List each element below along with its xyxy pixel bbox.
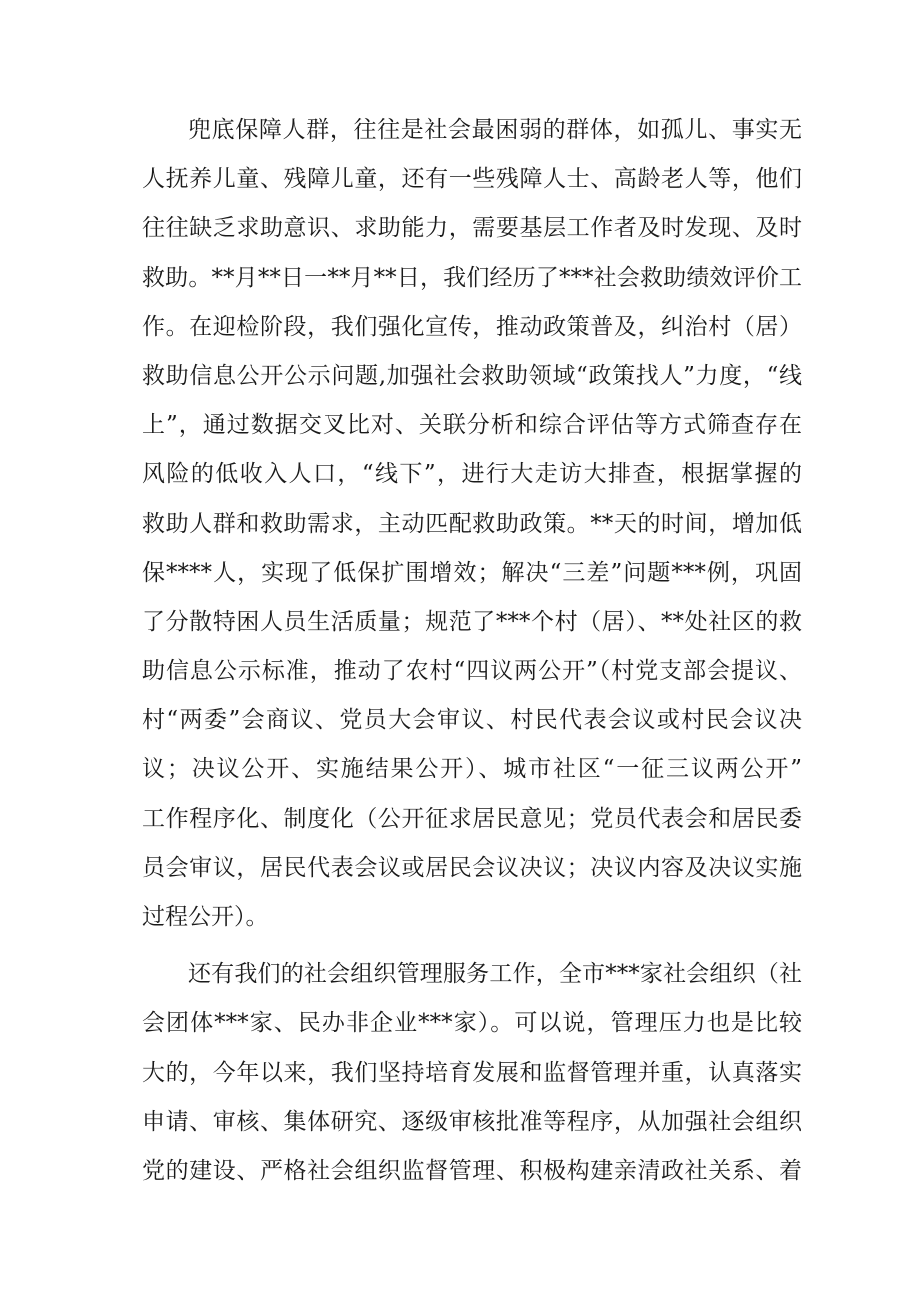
paragraph-line: 还有我们的社会组织管理服务工作，全市***家社会组织（社 <box>188 961 802 988</box>
paragraph-social-organizations <box>142 950 802 1196</box>
document-body <box>142 106 802 1196</box>
paragraph-line: 保****人，实现了低保扩围增效；解决“三差”问题***例，巩固 <box>142 559 802 586</box>
paragraph-line: 助信息公示标准，推动了农村“四议两公开”（村党支部会提议、 <box>142 658 802 685</box>
paragraph-line: 议；决议公开、实施结果公开）、城市社区“一征三议两公开” <box>142 756 802 783</box>
paragraph-line: 大的，今年以来，我们坚持培育发展和监督管理并重，认真落实 <box>142 1059 802 1086</box>
paragraph-social-assistance <box>142 106 802 942</box>
paragraph-line: 救助信息公开公示问题,加强社会救助领域“政策找人”力度，“线 <box>142 362 802 389</box>
paragraph-line: 上”，通过数据交叉比对、关联分析和综合评估等方式筛查存在 <box>142 412 802 439</box>
paragraph-line: 作。在迎检阶段，我们强化宣传，推动政策普及，纠治村（居） <box>142 313 802 340</box>
paragraph-line: 员会审议，居民代表会议或居民会议决议；决议内容及决议实施 <box>142 854 802 881</box>
paragraph-line: 了分散特困人员生活质量；规范了***个村（居）、**处社区的救 <box>142 608 802 635</box>
paragraph-line: 往往缺乏求助意识、求助能力，需要基层工作者及时发现、及时 <box>142 215 802 242</box>
paragraph-line: 党的建设、严格社会组织监督管理、积极构建亲清政社关系、着 <box>142 1157 802 1184</box>
paragraph-line: 兜底保障人群，往往是社会最困弱的群体，如孤儿、事实无 <box>188 117 802 143</box>
paragraph-line: 救助。**月**日一**月**日，我们经历了***社会救助绩效评价工 <box>142 264 802 291</box>
paragraph-line: 过程公开）。 <box>142 904 269 930</box>
paragraph-line: 申请、审核、集体研究、逐级审核批准等程序，从加强社会组织 <box>142 1108 802 1135</box>
paragraph-spacer <box>142 942 802 950</box>
paragraph-line: 工作程序化、制度化（公开征求居民意见；党员代表会和居民委 <box>142 805 802 832</box>
paragraph-line: 人抚养儿童、残障儿童，还有一些残障人士、高龄老人等，他们 <box>142 166 802 193</box>
paragraph-line: 会团体***家、民办非企业***家）。可以说，管理压力也是比较 <box>142 1010 802 1037</box>
paragraph-line: 村“两委”会商议、党员大会审议、村民代表会议或村民会议决 <box>142 707 802 734</box>
paragraph-line: 救助人群和救助需求，主动匹配救助政策。**天的时间，增加低 <box>142 510 802 537</box>
paragraph-line: 风险的低收入人口，“线下”，进行大走访大排查，根据掌握的 <box>142 461 802 488</box>
